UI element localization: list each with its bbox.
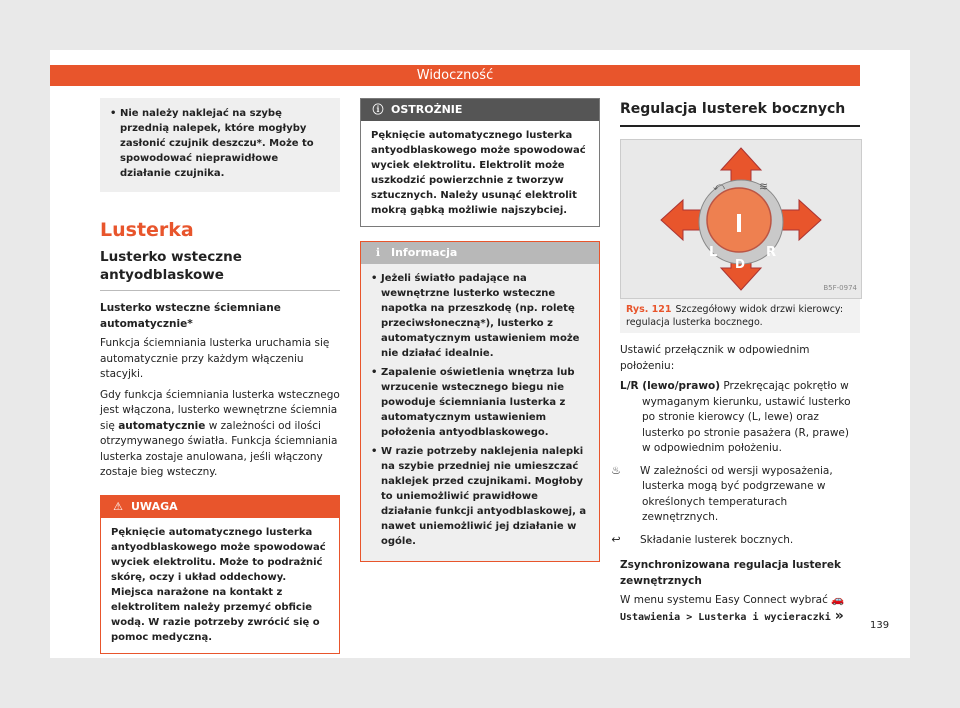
paragraph-2-a: Gdy funkcja ściemniania lusterka wstecznego jest włączona, lusterko wewnętrzne ściemnia się: [100, 388, 340, 432]
info-bullet-2: • Zapalenie oświetlenia wnętrza lub wrzucenie wstecznego biegu nie powoduje ściemniania lusterka z automatycznym ustawieniem położenia antyodblaskowego.: [371, 365, 589, 440]
info-bullet-3: • W razie potrzeby naklejenia nalepki na szybie przedniej nie umieszczać naklejek przed czujnikami. Mogłoby to uniemożliwić prawidłowe działanie funkcji antyodblaskowej, a nawet uniemożliwić jej działanie w ogóle.: [371, 444, 589, 549]
subsection-title: Lusterko wsteczne antyodblaskowe: [100, 248, 340, 291]
fold-definition: [611, 532, 860, 549]
caution-header: [101, 496, 339, 518]
lr-term: L/R (lewo/prawo): [620, 380, 721, 392]
info-icon: ℹ: [375, 246, 381, 259]
caution-text: Pęknięcie automatycznego lusterka antyodblaskowego może spowodować wyciek elektrolitu. Może to podrażnić skórę, oczy i układ oddechowy. Miejsca narażone na kontakt z elektrolitem należy przemyć obficie wodą. W razie potrzeby zwrócić się o pomoc medyczną.: [111, 526, 326, 643]
info-label: Informacja: [391, 246, 458, 259]
warning-box: [360, 98, 600, 227]
caption-number: Rys. 121: [626, 304, 672, 315]
heat-definition: [611, 463, 860, 526]
sync-heading: Zsynchronizowana regulacja lusterek zewnętrznych: [620, 559, 841, 587]
info-header: [361, 242, 599, 264]
continue-chevron-icon: »: [834, 607, 844, 624]
info-body: [361, 264, 599, 561]
menu-text: W menu systemu Easy Connect wybrać: [620, 594, 828, 606]
attention-circle-icon: ⓘ: [372, 103, 384, 116]
lr-text: Przekręcając pokrętło w wymaganym kierunku, ustawić lusterko po stronie kierowcy (L, lewe) oraz lusterko po stronie pasażera (R, prawe) w odpowiednim położeniu.: [642, 380, 851, 454]
mirror-heat-icon: ♨: [611, 463, 621, 477]
chapter-header: Widoczność: [50, 65, 860, 86]
column-left: [100, 98, 340, 654]
paragraph-2-b: w zależności od ilości otrzymywanego światła. Funkcja ściemniania lusterka zostaje anulowana, jeśli włączony zostaje bieg wsteczny.: [100, 419, 338, 478]
label-bottom: D: [735, 257, 745, 271]
warning-header: [361, 99, 599, 121]
label-left: L: [709, 245, 718, 260]
caution-box: [100, 495, 340, 654]
paragraph-1: Funkcja ściemniania lusterka uruchamia się automatycznie przy każdym włączeniu stacyjki.: [100, 337, 330, 380]
info-box: [360, 241, 600, 562]
column-middle: [360, 98, 600, 562]
paragraph-2: [100, 388, 340, 481]
heat-text: W zależności od wersji wyposażenia, lusterka mogą być podgrzewane w określonych temperaturach zewnętrznych.: [640, 464, 833, 523]
column-right: [611, 98, 860, 630]
menu-instruction: [620, 593, 860, 625]
warning-text: Pęknięcie automatycznego lusterka antyodblaskowego może spowodować wyciek elektrolitu. Elektrolit może uszkodzić powierzchnie z tworzyw sztucznych. Należy usunąć elektrolit mokrą gąbką możliwie najszybciej.: [371, 130, 586, 216]
mirror-knob-figure: [620, 139, 862, 299]
note-bullet: • Nie należy naklejać na szybę przednią nalepek, które mogłyby zasłonić czujnik deszczu*. Może to spowodować nieprawidłowe działanie czujnika.: [110, 106, 330, 181]
heat-symbol-icon: ≋: [759, 180, 769, 193]
caution-label: UWAGA: [131, 499, 178, 513]
mirror-fold-icon: ↩: [611, 532, 621, 546]
car-menu-icon: 🚗: [831, 594, 845, 606]
page-number: 139: [870, 620, 890, 631]
label-right: R: [766, 245, 777, 260]
intro-text: Ustawić przełącznik w odpowiednim położeniu:: [620, 344, 810, 372]
knob-indicator: [737, 214, 741, 232]
note-box: [100, 98, 340, 192]
fold-symbol-icon: ⤺: [713, 180, 725, 193]
menu-path: Ustawienia > Lusterka i wycieraczki: [620, 611, 831, 623]
caption-text: Szczegółowy widok drzwi kierowcy: regulacja lusterka bocznego.: [626, 304, 844, 328]
mirror-section-title: Regulacja lusterek bocznych: [620, 100, 860, 127]
figure-code: B5F-0974: [823, 283, 857, 292]
warning-triangle-icon: ⚠: [113, 499, 123, 513]
fold-text: Składanie lusterek bocznych.: [640, 533, 794, 546]
figure-caption: [620, 299, 860, 333]
info-bullet-1: • Jeżeli światło padające na wewnętrzne lusterko wsteczne napotka na przeszkodę (np. roletę przeciwsłoneczną*), lusterko z automatycznym ustawieniem może nie działać idealnie.: [371, 271, 589, 361]
mirror-knob-illustration: [621, 140, 861, 298]
auto-dimming-heading: Lusterko wsteczne ściemniane automatycznie*: [100, 302, 281, 330]
lr-definition: [620, 379, 860, 457]
paragraph-2-bold: automatycznie: [118, 419, 206, 432]
warning-label: OSTROŻNIE: [391, 103, 463, 116]
section-title: Lusterka: [100, 219, 194, 241]
